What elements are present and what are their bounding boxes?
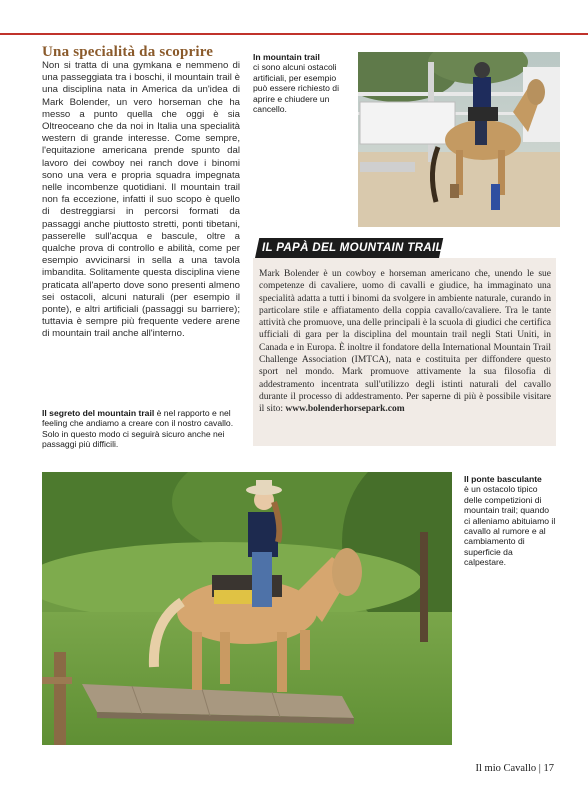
article-body: Non si tratta di una gymkana e nemmeno di una passeggiata tra i boschi, il mountain trail è una disciplina nata in America da un'idea di Mark Bolender, un vero horseman che ha messo a punto quella che oggi è sia Oltreoceano che da noi in Italia una specialità western di grande interesse. Come sempre, l'equitazione americana prende spunto dal lavoro dei cowboy nei ranch dove i binomi sono una vera e propria squadra impegnata nelle incombenze quotidiani. Il mountain trail non fa eccezione, infatti il suo scopo è quello di destreggiarsi in percorsi formati da passaggi anche piuttosto stretti, ponti tibetani, passerelle sull'acqua e bascule, oltre a qualche prova di controllo e abilità, come per esempio avvicinarsi in sella a una tavola imbandita. Solitamente questa disciplina viene praticata all'aperto dove sono presenti almeno sei ostacoli, alcuni naturali (per esempio il ponte), e altri artificiali (passaggi su barriere); tuttavia è sempre più frequente vedere arene di mountain trail anche all'interno. [42,60,240,340]
caption-left-text: è nel rapporto e nel feeling che andiamo a creare con il nostro cavallo. Solo in questo modo ci seguirà sicuro anche nei passaggi più difficili. [42,408,234,450]
caption-top [253,52,349,114]
caption-left-lead: Il segreto del mountain trail [42,408,155,418]
section-title: Una specialità da scoprire [42,44,214,60]
caption-left [42,408,248,450]
top-accent-rule [0,33,588,35]
caption-right [464,474,556,568]
caption-right-lead: Il ponte basculante [464,474,542,484]
caption-top-text: ci sono alcuni ostacoli artificiali, per esempio può essere richiesto di aprire e chiudere un cancello. [253,62,339,115]
caption-right-text: è un ostacolo tipico delle competizioni di mountain trail; quando ci alleniamo abituiamo il cavallo al rumore e al cambiamento di superficie da calpestare. [464,484,556,568]
sidebar-header-title: IL PAPÀ DEL MOUNTAIN TRAIL [262,241,443,254]
photo-rider-bridge [42,472,452,745]
sidebar-url: www.bolenderhorsepark.com [285,404,405,415]
sidebar-body: Mark Bolender è un cowboy e horseman americano che, unendo le sue competenze di cavaliere, uomo di cavalli e giudice, ha immaginato una specialità adatta a tutti i binomi da svolgere in ambiente naturale, curando in particolare stile e affiatamento della coppia cavallo/cavaliere. Tra le tante attività che promuove, una delle principali è la scuola di giudici che certifica ufficiali di gara per la disciplina del mountain trail negli Stati Uniti, in Canada e in Europa. È inoltre il fondatore della International Mountain Trail Challenge Association (IMTCA), nata e costituita per diffondere questo sport nel mondo. Mark promuove attivamente la sua filosofia di addestramento incentrata sull'utilizzo degli istinti naturali del cavallo durante il processo di addestramento. Per saperne di più è possibile visitare il sito: [259,269,551,415]
sidebar-text [259,268,551,416]
page-folio: Il mio Cavallo | 17 [475,763,554,774]
caption-top-lead: In mountain trail [253,52,320,62]
photo-rider-gate [358,52,560,227]
